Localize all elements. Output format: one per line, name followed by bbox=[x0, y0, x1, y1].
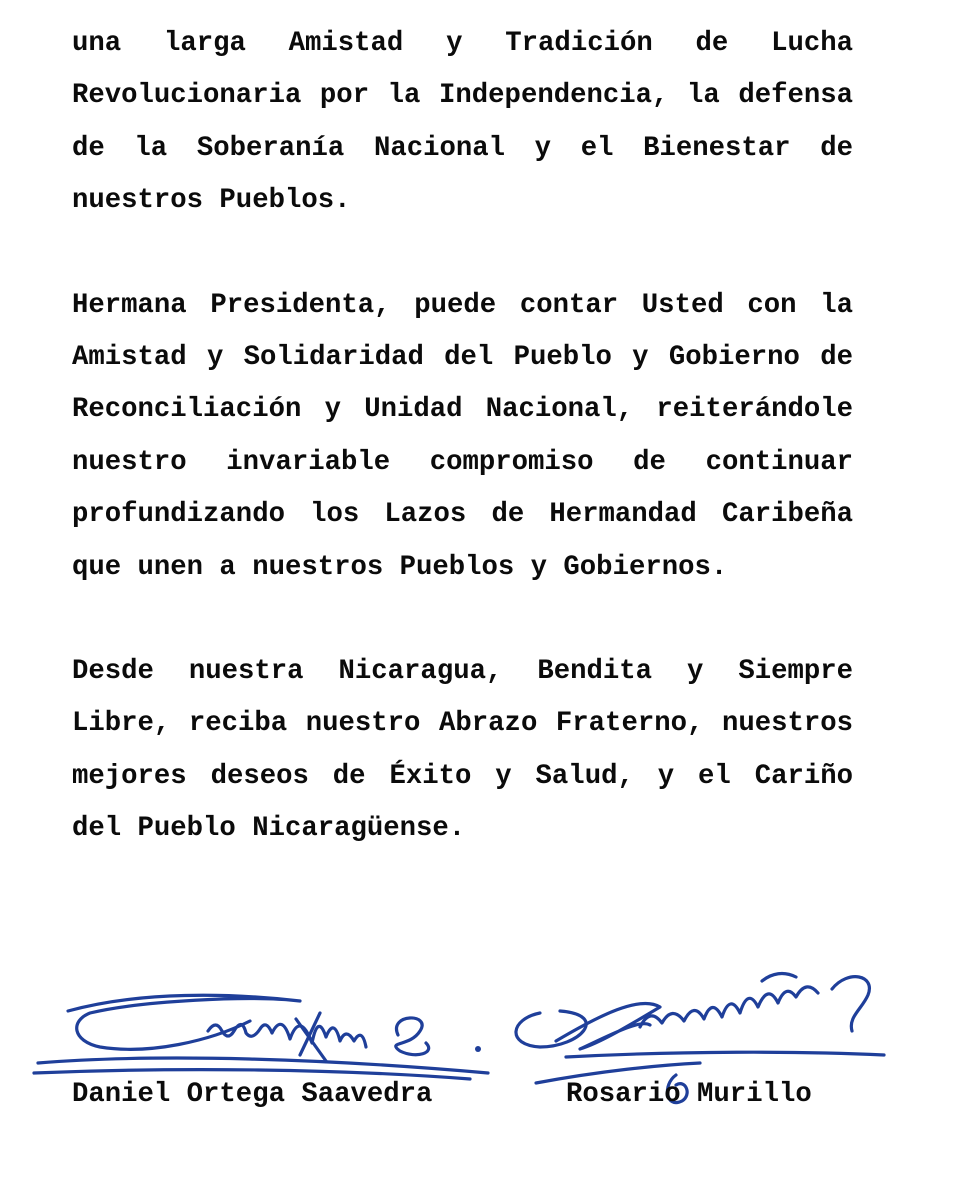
signature-daniel-ortega bbox=[34, 995, 488, 1079]
letter-paragraph-solidarity: Hermana Presidenta, puede contar Usted con la Amistad y Solidaridad del Pueblo y Gobierno de Reconciliación y Unidad Nacional, reiterándole nuestro invariable compromiso de continuar profundizando los Lazos de Hermandad Caribeña que unen a nuestros Pueblos y Gobiernos. bbox=[72, 289, 853, 583]
signer-name-rosario-murillo: Rosario Murillo bbox=[566, 1079, 812, 1110]
signer-name-daniel-ortega: Daniel Ortega Saavedra bbox=[72, 1079, 433, 1110]
letter-body bbox=[72, 18, 853, 908]
letter-paragraph-greeting: Desde nuestra Nicaragua, Bendita y Siempre Libre, reciba nuestro Abrazo Fraterno, nuestros mejores deseos de Éxito y Salud, y el Cariño del Pueblo Nicaragüense. bbox=[72, 656, 853, 845]
letter-paragraph-closing-friendship: una larga Amistad y Tradición de Lucha Revolucionaria por la Independencia, la defensa de la Soberanía Nacional y el Bienestar de nuestros Pueblos. bbox=[72, 28, 853, 217]
